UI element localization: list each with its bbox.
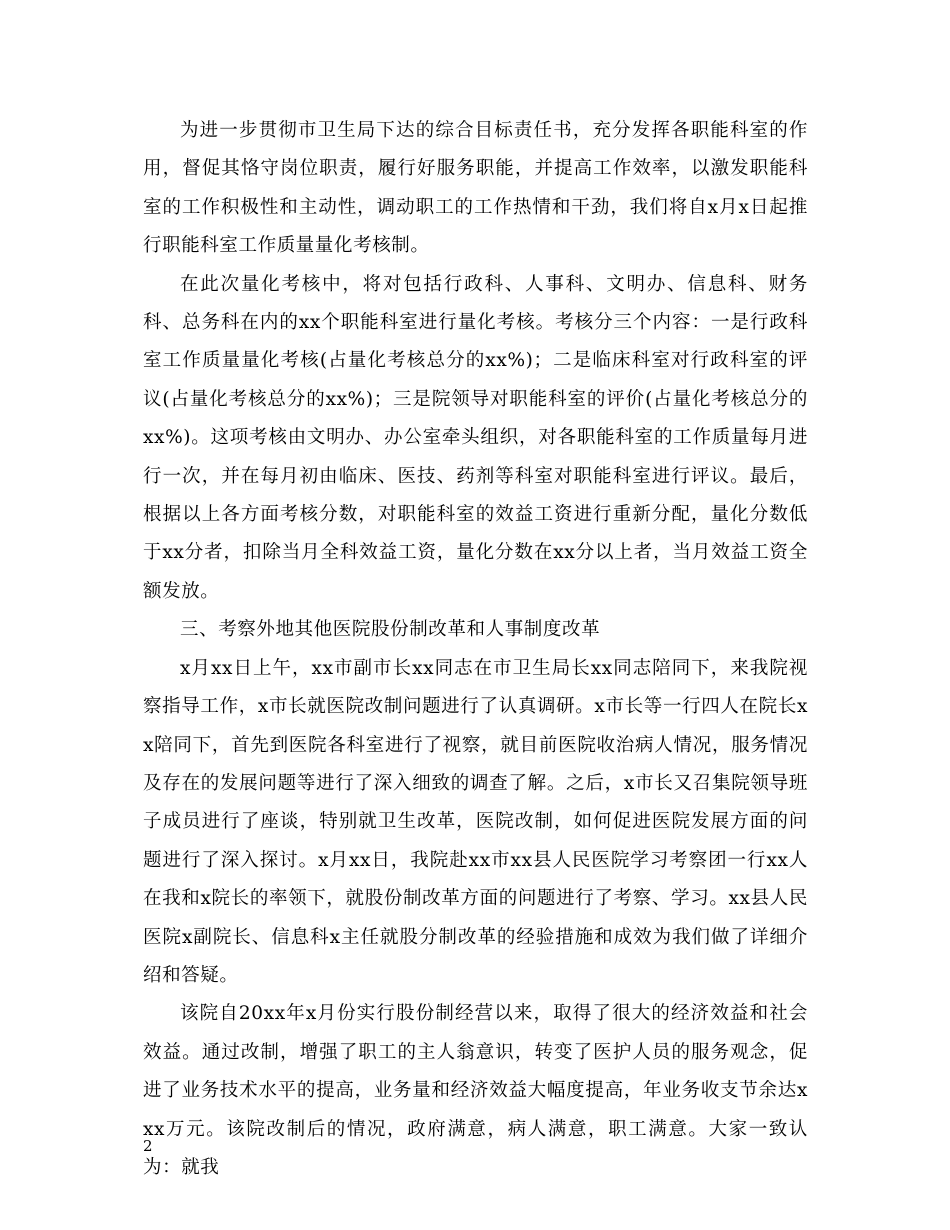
document-body: [143, 112, 808, 1187]
section-heading-shareholding-reform: 三、考察外地其他医院股份制改革和人事制度改革: [180, 619, 601, 641]
paragraph-reform-results: 该院自20xx年x月份实行股份制经营以来，取得了很大的经济效益和社会效益。通过改制，增强了职工的主人翁意识，转变了医护人员的服务观念，促进了业务技术水平的提高，业务量和经济效益大幅度提高，年业务收支节余达xxx万元。该院改制后的情况，政府满意，病人满意，职工满意。大家一致认为：就我: [143, 1003, 808, 1178]
paragraph-quantitative-assessment: 在此次量化考核中，将对包括行政科、人事科、文明办、信息科、财务科、总务科在内的xx个职能科室进行量化考核。考核分三个内容：一是行政科室工作质量量化考核(占量化考核总分的xx%)；二是临床科室对行政科室的评议(占量化考核总分的xx%)；三是院领导对职能科室的评价(占量化考核总分的xx%)。这项考核由文明办、办公室牵头组织，对各职能科室的工作质量每月进行一次，并在每月初由临床、医技、药剂等科室对职能科室进行评议。最后，根据以上各方面考核分数，对职能科室的效益工资进行重新分配，量化分数低于xx分者，扣除当月全科效益工资，量化分数在xx分以上者，当月效益工资全额发放。: [143, 273, 808, 602]
paragraph-target-responsibility: 为进一步贯彻市卫生局下达的综合目标责任书，充分发挥各职能科室的作用，督促其恪守岗位职责，履行好服务职能，并提高工作效率，以激发职能科室的工作积极性和主动性，调动职工的工作热情和干劲，我们将自x月x日起推行职能科室工作质量量化考核制。: [143, 120, 808, 257]
paragraph-vice-mayor-visit: x月xx日上午，xx市副市长xx同志在市卫生局长xx同志陪同下，来我院视察指导工作，x市长就医院改制问题进行了认真调研。x市长等一行四人在院长xx陪同下，首先到医院各科室进行了视察，就目前医院收治病人情况，服务情况及存在的发展问题等进行了深入细致的调查了解。之后，x市长又召集院领导班子成员进行了座谈，特别就卫生改革，医院改制，如何促进医院发展方面的问题进行了深入探讨。x月xx日，我院赴xx市xx县人民医院学习考察团一行xx人在我和x院长的率领下，就股份制改革方面的问题进行了考察、学习。xx县人民医院x副院长、信息科x主任就股分制改革的经验措施和成效为我们做了详细介绍和答疑。: [143, 657, 808, 986]
page-number: 2: [143, 1137, 153, 1155]
